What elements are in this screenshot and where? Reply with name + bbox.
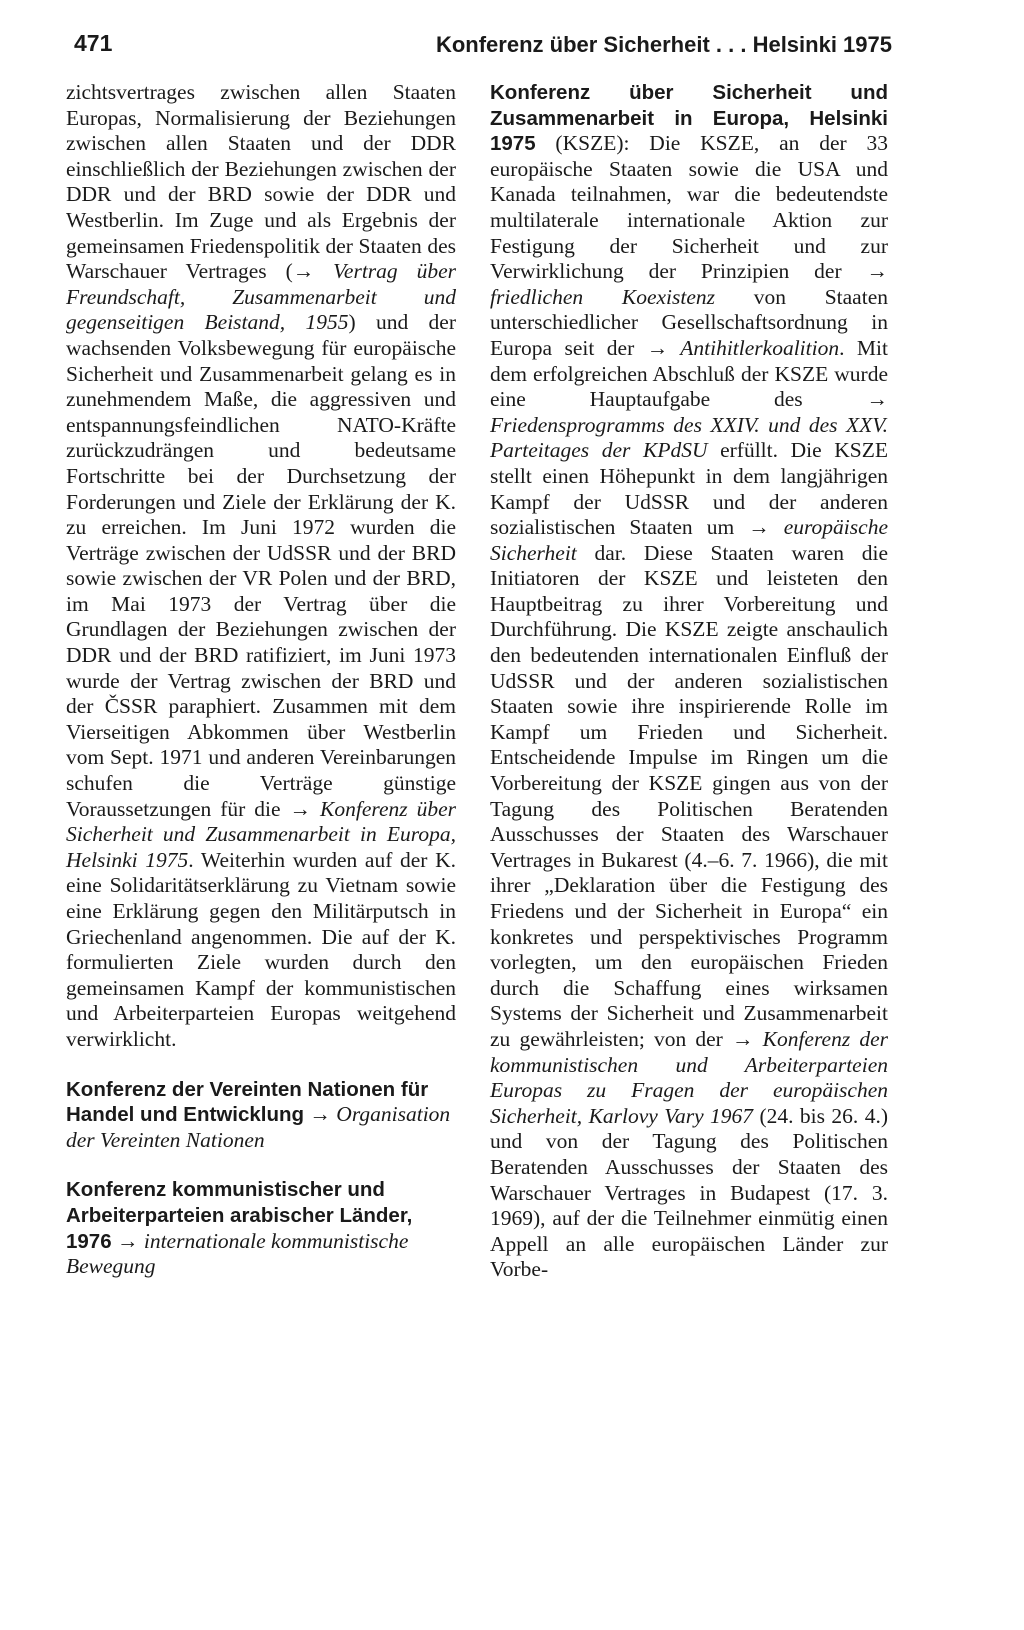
entry-text-b: von Staaten unterschiedlicher Gesellschaftsordnung in Europa seit der	[490, 284, 888, 360]
arrow-icon: →	[309, 1102, 331, 1127]
entry-arab-parties	[66, 1177, 456, 1279]
arrow-icon: →	[289, 796, 312, 821]
arrow-icon: →	[866, 259, 888, 284]
right-column	[490, 80, 888, 1283]
entry-text-c: . Mit dem erfolgreichen Abschluß der KSZE wurde eine Hauptaufgabe des	[490, 335, 888, 412]
cross-reference-link[interactable]: Friedensprogramms des XXIV. und des XXV. Parteitages der KPdSU	[490, 412, 888, 463]
continuation-text-b: ) und der wachsenden Volksbewegung für europäische Sicherheit und Zusammenarbeit gelang es in zunehmendem Maße, die aggressiven und entspannungsfeindlichen NATO-Kräfte zurückzudrängen und bedeutsame Fortschritte bei der Durchsetzung der Forderungen und Ziele der Erklärung der K. zu erreichen. Im Juni 1972 wurden die Verträge zwischen der UdSSR und der BRD sowie zwischen der VR Polen und der BRD, im Mai 1973 der Vertrag über die Grundlagen der Beziehungen zwischen der DDR und der BRD ratifiziert, im Juni 1973 wurde der Vertrag zwischen der BRD und der ČSSR paraphiert. Zusammen mit dem Vierseitigen Abkommen über Westberlin vom Sept. 1971 und anderen Vereinbarungen schufen die Verträge günstige Voraussetzungen für die	[66, 310, 456, 821]
continuation-text-a: zichtsvertrages zwischen allen Staaten Europas, Normalisierung der Beziehungen zwischen allen Staaten und der DDR einschließlich der Beziehungen zwischen der DDR und der BRD sowie der DDR und Westberlin. Im Zuge und als Ergebnis der gemeinsamen Friedenspolitik der Staaten des Warschauer Vertrages (	[66, 80, 456, 284]
entry-text-e: dar. Diese Staaten waren die Initiatoren der KSZE und leisteten den Hauptbeitrag zu ihrer Vorbereitung und Durchführung. Die KSZE zeigte anschaulich den bedeutenden internationalen Einfluß der UdSSR und der anderen sozialistischen Staaten sowie ihre inspirierende Rolle im Kampf um Frieden und Sicherheit. Entscheidende Impulse im Ringen um die Vorbereitung der KSZE gingen aus von der Tagung des Politischen Beratenden Ausschusses der Staaten des Warschauer Vertrages in Bukarest (4.–6. 7. 1966), die mit ihrer „Deklaration über die Festigung des Friedens und der Sicherheit in Europa“ ein konkretes und perspektivisches Programm vorlegten, um den europäischen Frieden durch die Schaffung eines wirksamen Systems der Sicherheit und Zusammenarbeit zu gewährleisten; von der	[490, 540, 888, 1051]
headword: Konferenz kommunistischer und Arbeiterparteien arabischer Länder, 1976	[66, 1178, 413, 1253]
entry-unctad	[66, 1077, 456, 1154]
cross-reference-link[interactable]: europäische Sicherheit	[490, 515, 888, 565]
left-column	[66, 80, 456, 1280]
continuation-paragraph	[66, 80, 456, 1053]
page-number: 471	[74, 30, 113, 56]
entry-ksze	[490, 80, 888, 1283]
arrow-icon: →	[116, 1228, 139, 1253]
arrow-icon: →	[748, 515, 770, 540]
cross-reference-link[interactable]: Vertrag über Freundschaft, Zusammenarbeit und gegenseitigen Beistand, 1955	[66, 259, 456, 335]
running-head: Konferenz über Sicherheit . . . Helsinki 1975	[435, 32, 892, 57]
arrow-icon: →	[731, 1026, 754, 1051]
continuation-text-c: . Weiterhin wurden auf der K. eine Solidaritätserklärung zu Vietnam sowie eine Erklärung gegen den Militärputsch in Griechenland angenommen. Die auf der K. formulierten Ziele wurden durch den gemeinsamen Kampf der kommunistischen und Arbeiterparteien Europas weitgehend verwirklicht.	[66, 847, 456, 1051]
entry-text-f: (24. bis 26. 4.) und von der Tagung des Politischen Beratenden Ausschusses der Staaten des Warschauer Vertrages in Budapest (17. 3. 1969), auf der die Teilnehmer einmütig einen Appell an alle europäischen Länder zur Vorbe-	[490, 1103, 888, 1282]
headword: Konferenz über Sicherheit und Zusammenarbeit in Europa, Helsinki 1975	[490, 81, 888, 156]
cross-reference-link[interactable]: Konferenz der kommunistischen und Arbeiterparteien Europas zu Fragen der europäischen Sicherheit, Karlovy Vary 1967	[490, 1026, 888, 1128]
headword: Konferenz der Vereinten Nationen für Handel und Entwicklung	[66, 1077, 429, 1127]
entry-text-d: erfüllt. Die KSZE stellt einen Höhepunkt in dem langjährigen Kampf der UdSSR und der anderen sozialistischen Staaten um	[490, 438, 888, 540]
cross-reference-link[interactable]: Organisation der Vereinten Nationen	[66, 1102, 451, 1152]
arrow-icon: →	[646, 335, 669, 360]
cross-reference-link[interactable]: Konferenz über Sicherheit und Zusammenarbeit in Europa, Helsinki 1975	[66, 796, 456, 872]
arrow-icon: →	[866, 387, 888, 412]
cross-reference-link[interactable]: internationale kommunistische Bewegung	[66, 1228, 409, 1279]
cross-reference-link[interactable]: friedlichen Koexistenz	[490, 284, 716, 309]
arrow-icon: →	[292, 259, 315, 284]
cross-reference-link[interactable]: Antihitlerkoalition	[668, 335, 840, 360]
entry-text-a: (KSZE): Die KSZE, an der 33 europäische Staaten sowie die USA und Kanada teilnahmen, war die bedeutendste multilaterale internationale Aktion zur Festigung der Sicherheit und zur Verwirklichung der Prinzipien der	[490, 131, 888, 284]
